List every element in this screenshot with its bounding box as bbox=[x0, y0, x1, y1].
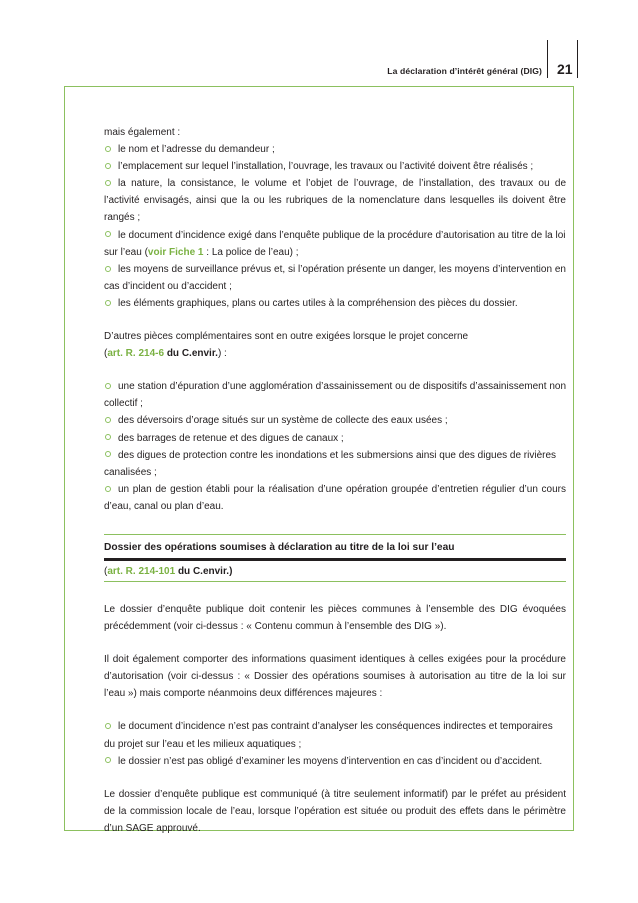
page-number: 21 bbox=[557, 61, 573, 77]
circle-bullet-icon bbox=[105, 757, 111, 763]
circle-bullet-icon bbox=[105, 163, 111, 169]
list-item: une station d’épuration d’une agglomération d’assainissement ou de dispositifs d’assainissement non collectif ; bbox=[104, 381, 566, 410]
list-item: le dossier n’est pas obligé d’examiner les moyens d’intervention en cas d’incident ou d’accident. bbox=[104, 753, 566, 770]
circle-bullet-icon bbox=[105, 383, 111, 389]
differences-list bbox=[104, 718, 566, 769]
running-header-title: La déclaration d’intérêt général (DIG) bbox=[387, 66, 542, 76]
fiche-link[interactable]: voir Fiche 1 bbox=[147, 246, 204, 258]
intro-text: mais également : bbox=[104, 127, 181, 138]
list-item: des barrages de retenue et des digues de canaux ; bbox=[104, 430, 566, 447]
list-item: les moyens de surveillance prévus et, si l’opération présente un danger, les moyens d’intervention en cas d’incident ou d’accident ; bbox=[104, 263, 566, 292]
list-item: l’emplacement sur lequel l’installation, l’ouvrage, les travaux ou l’activité doivent être réalisés ; bbox=[104, 158, 566, 175]
circle-bullet-icon bbox=[105, 266, 111, 272]
list-item: le document d’incidence n’est pas contraint d’analyser les conséquences indirectes et temporaires du projet sur l’eau et les milieux aquatiques ; bbox=[104, 721, 553, 750]
documents-list bbox=[104, 141, 566, 312]
complementary-intro: D’autres pièces complémentaires sont en outre exigées lorsque le projet concerne (art. R. 214-6 du C.envir.) : bbox=[104, 331, 469, 360]
circle-bullet-icon bbox=[105, 434, 111, 440]
circle-bullet-icon bbox=[105, 451, 111, 457]
article-link[interactable]: art. R. 214-101 bbox=[107, 565, 176, 577]
paragraph: Il doit également comporter des informations quasiment identiques à celles exigées pour la procédure d’autorisation (voir ci-dessus : « Dossier des opérations soumises à autorisation au titre de la loi sur l’eau ») mais comporte néanmoins deux différences majeures : bbox=[104, 654, 566, 700]
list-item: des digues de protection contre les inondations et les submersions ainsi que des digues de rivières canalisées ; bbox=[104, 449, 557, 478]
page-body bbox=[104, 124, 566, 837]
section-heading: Dossier des opérations soumises à déclaration au titre de la loi sur l’eau bbox=[104, 540, 566, 561]
list-item: le nom et l’adresse du demandeur ; bbox=[104, 141, 566, 158]
header-divider-left bbox=[547, 40, 548, 78]
circle-bullet-icon bbox=[105, 723, 111, 729]
paragraph: Le dossier d’enquête publique est communiqué (à titre seulement informatif) par le préfet au président de la commission locale de l’eau, lorsque l’opération est située ou produit des effets dans le périmètre d’un SAGE approuvé. bbox=[104, 788, 566, 834]
complementary-list bbox=[104, 378, 566, 515]
list-item: un plan de gestion établi pour la réalisation d’une opération groupée d’entretien régulier d’un cours d’eau, canal ou plan d’eau. bbox=[104, 483, 566, 512]
list-item: des déversoirs d’orage situés sur un système de collecte des eaux usées ; bbox=[104, 412, 566, 429]
list-item: le document d’incidence exigé dans l’enquête publique de la procédure d’autorisation au titre de la loi sur l’eau (voir Fiche 1 : La police de l’eau) ; bbox=[104, 229, 566, 258]
list-item: la nature, la consistance, le volume et l’objet de l’ouvrage, de l’installation, des travaux ou de l’activité envisagés, ainsi que la ou les rubriques de la nomenclature dans lesquelles ils doivent être rangés ; bbox=[104, 178, 566, 224]
paragraph: Le dossier d’enquête publique doit contenir les pièces communes à l’ensemble des DIG évoquées précédemment (voir ci-dessus : « Contenu commun à l’ensemble des DIG »). bbox=[104, 603, 566, 633]
circle-bullet-icon bbox=[105, 486, 111, 492]
header-divider-right bbox=[577, 40, 578, 78]
article-link[interactable]: art. R. 214-6 bbox=[107, 348, 165, 360]
circle-bullet-icon bbox=[105, 180, 111, 186]
circle-bullet-icon bbox=[105, 146, 111, 152]
list-item: les éléments graphiques, plans ou cartes utiles à la compréhension des pièces du dossier. bbox=[104, 295, 566, 312]
circle-bullet-icon bbox=[105, 300, 111, 306]
section-reference: (art. R. 214-101 du C.envir.) bbox=[104, 561, 566, 582]
circle-bullet-icon bbox=[105, 417, 111, 423]
circle-bullet-icon bbox=[105, 231, 111, 237]
